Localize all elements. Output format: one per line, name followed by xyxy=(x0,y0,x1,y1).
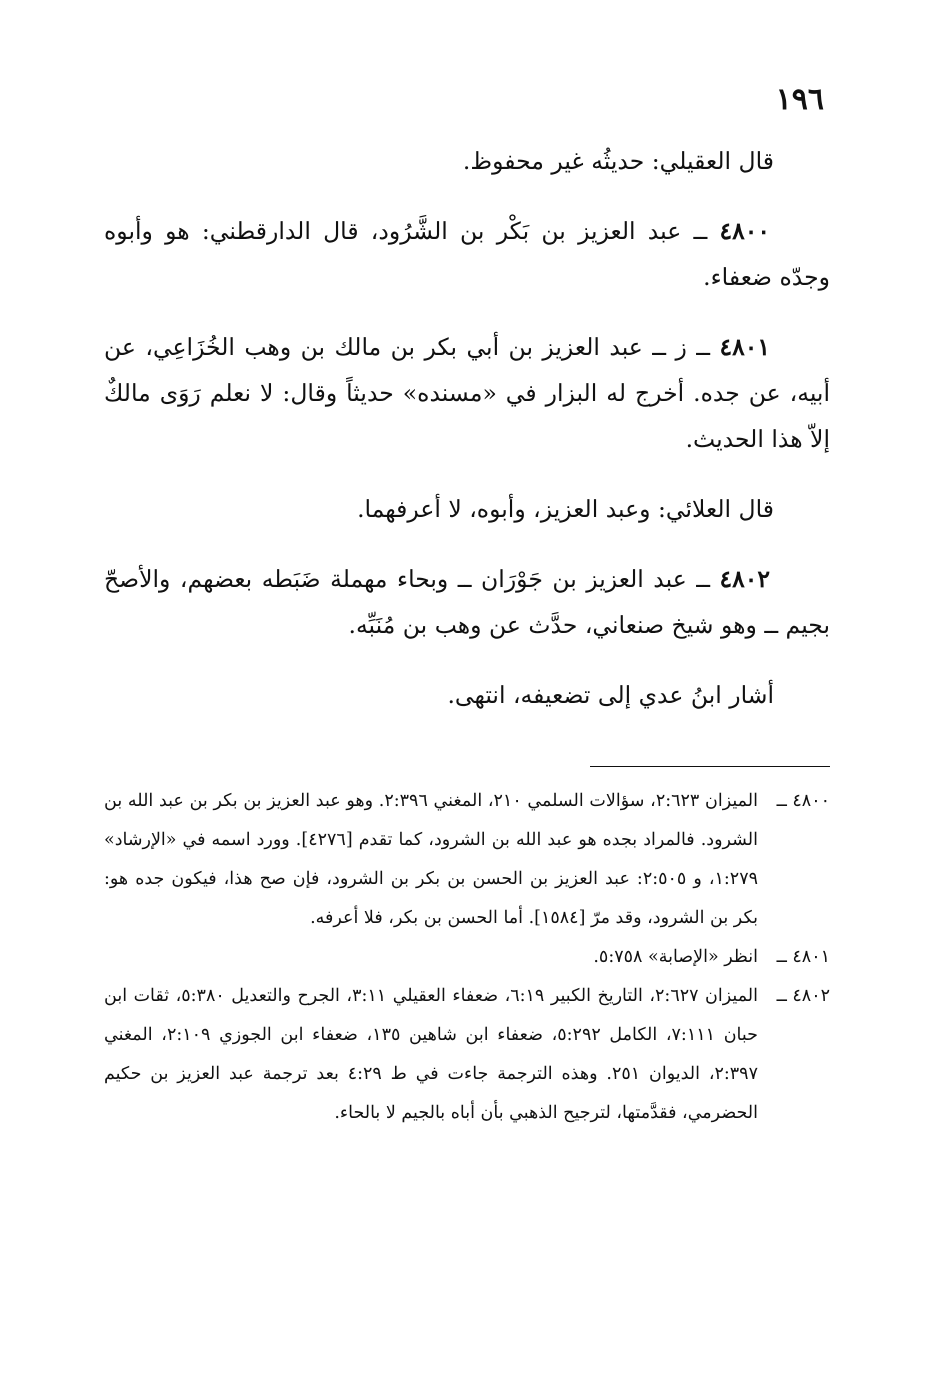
entry-4800 xyxy=(104,208,830,300)
footnotes xyxy=(104,782,830,1133)
footnote-id: ٤٨٠٠ ــ xyxy=(776,791,830,811)
entry-4801 xyxy=(104,324,830,462)
entry-text: ــ عبد العزيز بن جَوْرَان ــ وبحاء مهملة ضَبَطه بعضهم، والأصحّ بجيم ــ وهو شيخ صنعاني، حدَّث عن وهب بن مُنَبِّه. xyxy=(104,565,830,639)
main-text xyxy=(104,138,830,742)
paragraph-text: أشار ابنُ عدي إلى تضعيفه، انتهى. xyxy=(447,681,774,709)
paragraph-text: قال العلائي: وعبد العزيز، وأبوه، لا أعرفهما. xyxy=(357,495,774,523)
footnote-separator xyxy=(590,766,830,767)
footnote-4800 xyxy=(104,782,830,938)
footnote-text: الميزان ٢:٦٢٣، سؤالات السلمي ٢١٠، المغني ٢:٣٩٦. وهو عبد العزيز بن بكر بن عبد الله بن الشرود. فالمراد بجده هو عبد الله بن الشرود، كما تقدم [٤٢٧٦]. وورد اسمه في «الإرشاد» ١:٢٧٩، و ٢:٥٠٥: عبد العزيز بن الحسن بن بكر بن الشرود، فإن صح هذا، فيكون جده هو: بكر بن الشرود، وقد مرّ [١٥٨٤]. أما الحسن بن بكر، فلا أعرفه. xyxy=(104,791,758,928)
footnote-text: الميزان ٢:٦٢٧، التاريخ الكبير ٦:١٩، ضعفاء العقيلي ٣:١١، الجرح والتعديل ٥:٣٨٠، ثقات ابن حبان ٧:١١١، الكامل ٥:٢٩٢، ضعفاء ابن شاهين ١٣٥، ضعفاء ابن الجوزي ٢:١٠٩، المغني ٢:٣٩٧، الديوان ٢٥١. وهذه الترجمة جاءت في ط ٤:٢٩ بعد ترجمة عبد العزيز بن حكيم الحضرمي، فقدَّمتها، لترجيح الذهبي بأن أباه بالجيم لا بالحاء. xyxy=(104,986,759,1123)
entry-text: ــ ز ــ عبد العزيز بن أبي بكر بن مالك بن وهب الخُزَاعِي، عن أبيه، عن جده. أخرج له البزار في «مسنده» حديثاً وقال: لا نعلم رَوَى مالكٌ إلاّ هذا الحديث. xyxy=(104,333,830,453)
paragraph-alai-comment xyxy=(104,486,830,532)
entry-number: ٤٨٠٠ xyxy=(719,217,770,245)
footnote-id: ٤٨٠١ ــ xyxy=(776,947,830,967)
footnote-4802 xyxy=(104,977,830,1133)
page-number: ١٩٦ xyxy=(775,82,824,117)
footnote-4801 xyxy=(104,938,830,977)
entry-4802 xyxy=(104,556,830,648)
paragraph-text: قال العقيلي: حديثُه غير محفوظ. xyxy=(462,147,774,175)
footnote-text: انظر «الإصابة» ٥:٧٥٨. xyxy=(593,947,758,967)
paragraph-uqayli-comment xyxy=(104,138,830,184)
entry-number: ٤٨٠١ xyxy=(719,333,770,361)
footnote-id: ٤٨٠٢ ــ xyxy=(776,986,830,1006)
paragraph-ibn-adi-comment xyxy=(104,672,830,718)
entry-number: ٤٨٠٢ xyxy=(719,565,770,593)
entry-text: ــ عبد العزيز بن بَكْر بن الشَّرُود، قال الدارقطني: هو وأبوه وجدّه ضعفاء. xyxy=(104,217,830,291)
